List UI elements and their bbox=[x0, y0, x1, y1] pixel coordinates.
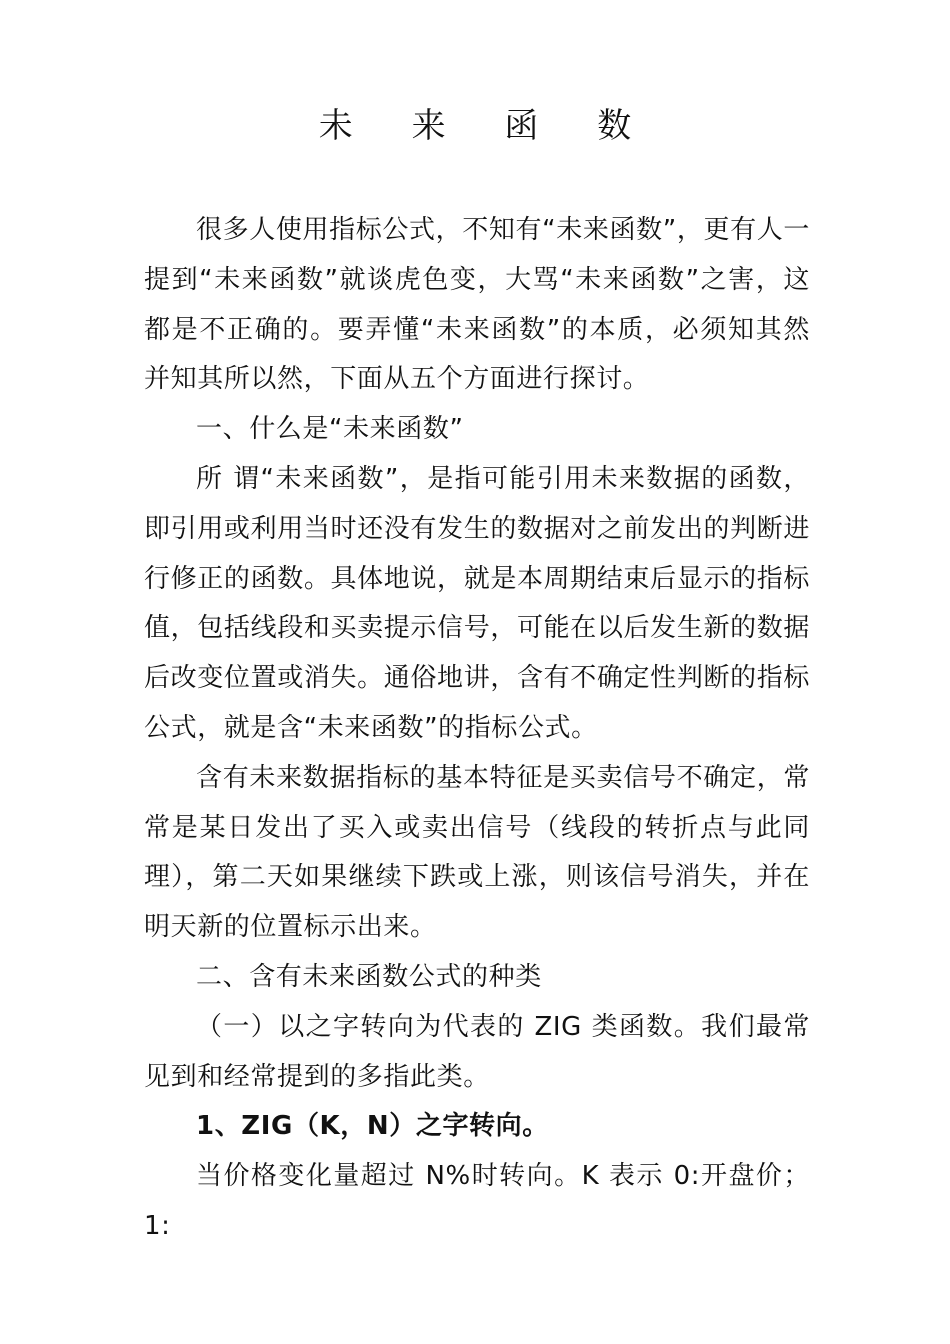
document-body bbox=[144, 206, 810, 1252]
document-title: 未 来 函 数 bbox=[318, 106, 656, 146]
section-heading-1: 一、什么是“未来函数” bbox=[196, 414, 464, 445]
section-heading-2: 二、含有未来函数公式的种类 bbox=[196, 961, 542, 992]
paragraph-definition: 所 谓“未来函数”，是指可能引用未来数据的函数，即引用或利用当时还没有发生的数据对之前发出的判断进行修正的函数。具体地说，就是本周期结束后显示的指标 值，包括线段和买卖提示信号，可能在以后发生新的数据后改变位置或消失。通俗地讲，含有不确定性判断的指标公式，就是含“未来函数”的指标公式。 bbox=[144, 463, 810, 743]
paragraph-zig-desc: 当价格变化量超过 N%时转向。K 表示 0:开盘价；1: bbox=[144, 1161, 810, 1241]
paragraph-characteristics: 含有未来数据指标的基本特征是买卖信号不确定，常常是某日发出了买入或卖出信号（线段的转折点与此同理），第二天如果继续下跌或上涨，则该信号消失，并在明天新的位置标示出来。 bbox=[144, 762, 810, 943]
item-heading-zig: 1、ZIG（K，N）之字转向。 bbox=[196, 1111, 549, 1142]
subsection-heading-zig: （一）以之字转向为代表的 ZIG 类函数。我们最常见到和经常提到的多指此类。 bbox=[144, 1011, 810, 1092]
paragraph-intro: 很多人使用指标公式，不知有“未来函数”，更有人一提到“未来函数”就谈虎色变，大骂“未来函数”之害，这都是不正确的。要弄懂“未来函数”的本质，必须知其然并知其所以然，下面从五个方面进行探讨。 bbox=[144, 215, 810, 395]
